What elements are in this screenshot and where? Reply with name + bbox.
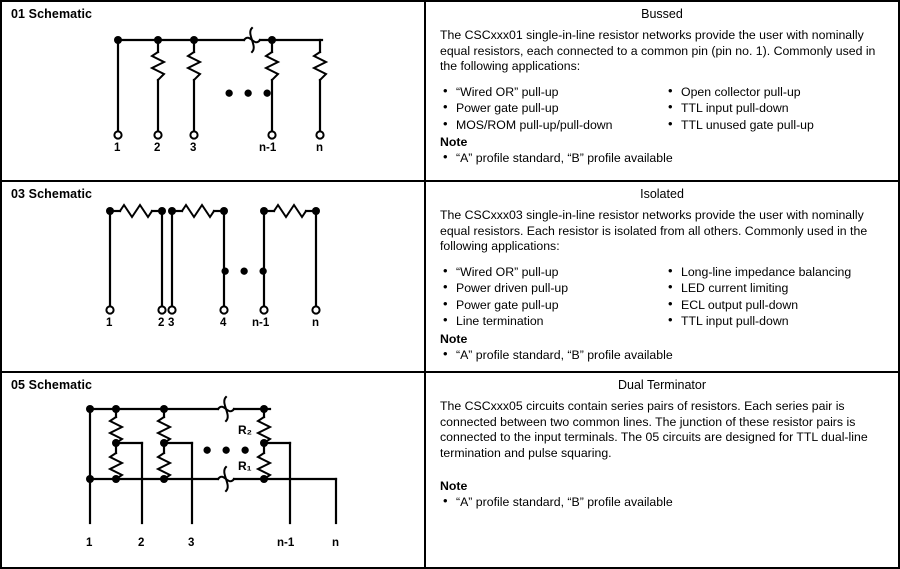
schematic-01-pin-2: 2 [154,142,161,154]
list-item: • Long-line impedance balancing [665,264,890,280]
list-item: • LED current limiting [665,280,890,296]
section-05-bullets [440,477,890,510]
schematic-05-label-r1: R₁ [238,459,252,473]
section-01-paragraph: The CSCxxx01 single-in-line resistor networks provide the user with nominally equal resistors, each connected to a common pin (pin no. 1). Commonly used in the following applications: [440,28,876,74]
list-item: • TTL input pull-down [665,100,890,116]
schematic-01-pin-n: n [316,142,324,154]
schematic-01-pin-1: 1 [114,142,121,154]
section-05-title: 05 Schematic [11,378,93,392]
section-03-schematic [2,180,898,371]
section-03-paragraph: The CSCxxx03 single-in-line resistor networks provide the user with nominally equal resistors. Each resistor is isolated from all others. Commonly used in the following applications: [440,208,868,254]
description-05-panel [426,373,898,567]
section-05-note-label: Note [440,479,468,493]
description-01-panel [426,2,898,180]
schematic-03-pin-2: 2 [158,317,165,329]
schematic-05-pin-3: 3 [188,537,195,549]
schematic-03-panel [2,182,426,371]
section-05-schematic [2,371,898,567]
schematic-03-pin-1: 1 [106,317,113,329]
section-03-bullets [440,264,890,363]
schematic-03-drawing [2,182,426,371]
schematic-03-ellipsis: ● ● ● [220,261,271,280]
list-item: • MOS/ROM pull-up/pull-down [440,117,665,133]
section-03-title: 03 Schematic [11,187,93,201]
schematic-05-pin-1: 1 [86,537,93,549]
section-03-type: Isolated [640,187,684,201]
section-01-note-label: Note [440,135,468,150]
schematic-05-ellipsis: ● ● ● [202,440,253,459]
list-item: • “Wired OR” pull-up [440,84,665,100]
schematic-03-pin-3: 3 [168,317,175,329]
schematic-05-pin-n: n [332,537,340,549]
section-01-bullets [440,84,890,167]
schematic-03-pin-n-1: n-1 [252,317,270,329]
list-item: • “A” profile standard, “B” profile available [440,347,890,363]
section-05-paragraph: The CSCxxx05 circuits contain series pairs of resistors. Each series pair is connected between two common lines. The junction of these resistor pairs is connected to the input terminals. The 05 circuits are designed for TTL dual-line termination and pulse squaring. [440,399,868,460]
section-01-schematic [2,2,898,180]
schematic-05-panel [2,373,426,567]
list-item: • “A” profile standard, “B” profile available [440,150,890,166]
schematic-05-label-r2: R₂ [238,423,252,437]
list-item: • Open collector pull-up [665,84,890,100]
list-item: • Power gate pull-up [440,100,665,116]
list-item: • TTL input pull-down [665,313,890,329]
schematic-01-panel [2,2,426,180]
schematic-03-pin-4: 4 [220,317,227,329]
schematic-01-pin-3: 3 [190,142,197,154]
schematic-05-pin-n-1: n-1 [277,537,295,549]
list-item: • ECL output pull-down [665,297,890,313]
list-item: • Power driven pull-up [440,280,665,296]
section-01-title: 01 Schematic [11,7,93,21]
section-03-note-label: Note [440,331,468,346]
schematic-01-drawing [2,2,426,178]
schematic-01-ellipsis: ● ● ● [224,83,275,102]
list-item: • Power gate pull-up [440,297,665,313]
schematic-05-drawing [2,373,426,567]
schematic-01-pin-n-1: n-1 [259,142,277,154]
section-01-type: Bussed [641,7,683,21]
schematic-05-pin-2: 2 [138,537,145,549]
list-item: • TTL unused gate pull-up [665,117,890,133]
description-03-panel [426,182,898,371]
list-item: • “A” profile standard, “B” profile available [440,494,890,510]
section-05-type: Dual Terminator [617,378,706,392]
list-item: • “Wired OR” pull-up [440,264,665,280]
schematic-03-pin-n: n [312,317,320,329]
list-item: • Line termination [440,313,665,329]
